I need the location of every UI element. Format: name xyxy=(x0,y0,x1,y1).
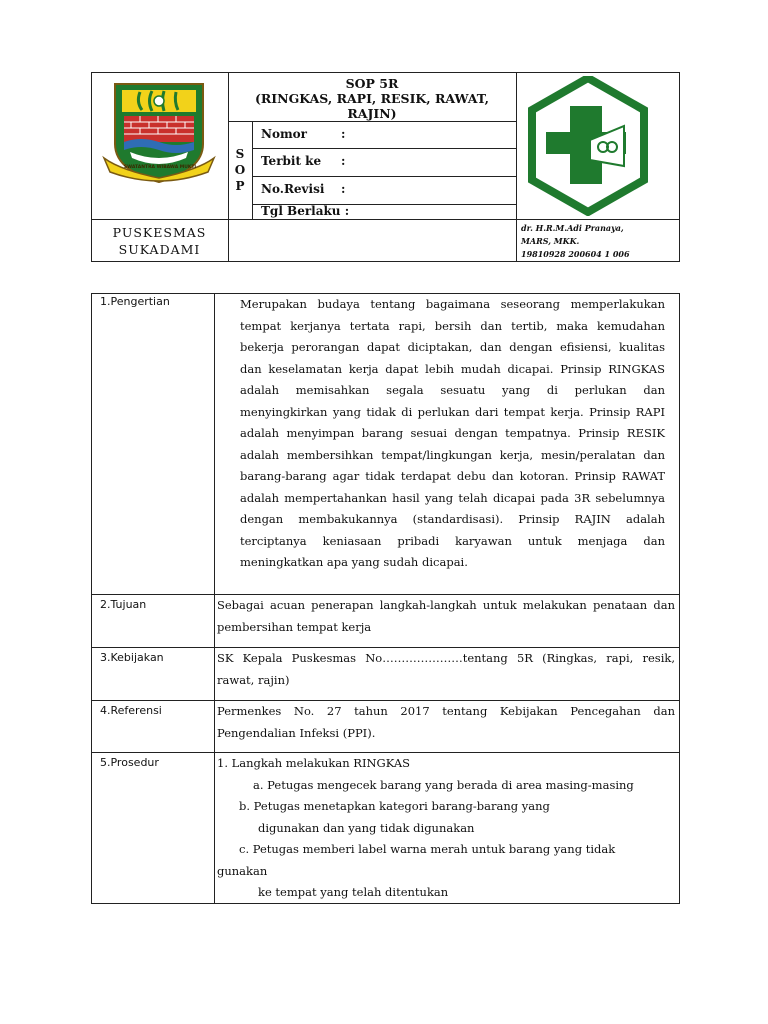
referensi-text xyxy=(217,701,675,744)
text-line: barang-barang agar tidak terdapat debu dan kotoran. Prinsip RAWAT xyxy=(240,469,665,483)
pengertian-text xyxy=(240,294,665,574)
emblem-motto: SWATANTRA WIBAWA MUKTI xyxy=(123,165,197,170)
regional-emblem-logo xyxy=(100,78,218,190)
sop-letter-s: S xyxy=(235,147,245,161)
signatory-nip: 19810928 200604 1 006 xyxy=(521,249,630,259)
section-label-pengertian: 1.Pengertian xyxy=(100,295,170,308)
prosedur-text xyxy=(217,753,675,904)
section-label-tujuan: 2.Tujuan xyxy=(100,598,147,611)
text-line: pembersihan tempat kerja xyxy=(217,619,372,634)
section-label-prosedur: 5.Prosedur xyxy=(100,756,159,769)
title-line-3: RAJIN) xyxy=(347,106,397,121)
sop-letter-o: O xyxy=(234,163,246,177)
procedure-substep: digunakan dan yang tidak digunakan xyxy=(258,820,475,835)
field-nomor-sep: : xyxy=(341,127,346,141)
section-label-kebijakan: 3.Kebijakan xyxy=(100,651,164,664)
text-line: Pengendalian Infeksi (PPI). xyxy=(217,725,376,740)
text-line: menyingkirkan yang tidak di perlukan dari tempat kerja. Prinsip RAPI xyxy=(240,404,665,419)
section-label-referensi: 4.Referensi xyxy=(100,704,162,717)
text-line: dan keselamatan kerja dapat lebih mudah dicapai. Prinsip RINGKAS xyxy=(240,361,665,376)
text-line: adalah mempertahankan hasil yang telah dicapai pada 3R sebelumnya xyxy=(240,490,665,505)
signatory-name: dr. H.R.M.Adi Pranaya, xyxy=(521,223,624,233)
text-line: adalah membersihkan tempat/lingkungan kerja, mesin/peralatan dan xyxy=(240,447,665,462)
field-revisi-label: No.Revisi xyxy=(261,182,325,196)
text-line: bekerja perorangan dapat diciptakan, dan dengan efisiensi, kualitas xyxy=(240,340,665,354)
text-line: rawat, rajin) xyxy=(217,672,290,687)
tujuan-text xyxy=(217,595,675,638)
procedure-substep: gunakan xyxy=(217,863,268,878)
text-line: terciptanya keniasaan pribadi karyawan untuk menjaga dan xyxy=(240,533,665,548)
text-line: Merupakan budaya tentang bagaimana seseorang memperlakukan xyxy=(240,297,665,311)
puskesmas-line-1: PUSKESMAS xyxy=(112,225,207,240)
sop-letter-p: P xyxy=(235,179,245,193)
text-line: dengan membakukannya (standardisasi). Prinsip RAJIN adalah xyxy=(240,512,665,526)
procedure-substep: b. Petugas menetapkan kategori barang-barang yang xyxy=(239,799,550,813)
text-line: tempat kerjanya tertata rapi, bersih dan tertib, maka kemudahan xyxy=(240,318,665,333)
sop-title xyxy=(228,76,516,121)
procedure-substep: c. Petugas memberi label warna merah untuk barang yang tidak xyxy=(239,842,616,856)
puskesmas-line-2: SUKADAMI xyxy=(118,242,201,257)
field-tgl-berlaku: Tgl Berlaku : xyxy=(261,204,350,218)
procedure-substep: ke tempat yang telah ditentukan xyxy=(258,885,449,899)
procedure-substep: a. Petugas mengecek barang yang berada di area masing-masing xyxy=(253,777,634,792)
field-terbit-sep: : xyxy=(341,154,346,168)
field-nomor-label: Nomor xyxy=(261,127,307,141)
text-line: Permenkes No. 27 tahun 2017 tentang Kebijakan Pencegahan dan xyxy=(217,704,675,718)
puskesmas-name xyxy=(92,224,227,258)
sop-vertical-label xyxy=(228,146,252,194)
field-terbit-label: Terbit ke xyxy=(261,154,322,168)
text-line: Sebagai acuan penerapan langkah-langkah untuk melakukan penataan dan xyxy=(217,598,675,612)
text-line: adalah menyimpan barang sesuai dengan tempatnya. Prinsip RESIK xyxy=(240,426,665,440)
puskesmas-cross-logo xyxy=(526,76,650,216)
title-line-1: SOP 5R xyxy=(345,76,399,91)
signatory-block xyxy=(521,222,676,261)
text-line: SK Kepala Puskesmas No…………………tentang 5R (Ringkas, rapi, resik, xyxy=(217,651,675,665)
text-line: meningkatkan apa yang sudah dicapai. xyxy=(240,555,468,569)
field-revisi-sep: : xyxy=(341,182,346,196)
signatory-title: MARS, MKK. xyxy=(521,236,580,246)
kebijakan-text xyxy=(217,648,675,691)
text-line: adalah memisahkan segala sesuatu yang di perlukan dan xyxy=(240,383,665,397)
title-line-2: (RINGKAS, RAPI, RESIK, RAWAT, xyxy=(255,91,489,106)
procedure-step: 1. Langkah melakukan RINGKAS xyxy=(217,756,411,770)
